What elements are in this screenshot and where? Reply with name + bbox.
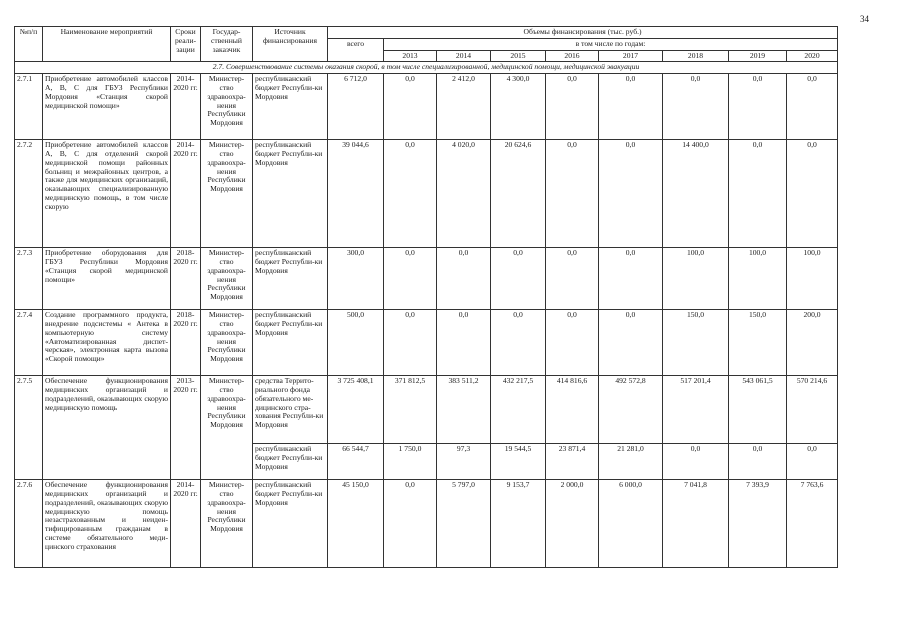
row-source: средства Террито-риального фонда обязательного ме-дицинского стра-хования Республи-ки Мордовия: [253, 376, 328, 444]
row-source: республиканский бюджет Республи-ки Мордовия: [253, 140, 328, 248]
header-source: Источник финансирования: [253, 27, 328, 62]
row-customer: Министер-ство здравоохра-нения Республики Мордовия: [201, 248, 253, 310]
row-total: 45 150,0: [328, 480, 384, 568]
row-value: 414 816,6: [546, 376, 599, 444]
header-year: 2018: [663, 50, 729, 62]
row-customer: Министер-ство здравоохра-нения Республики Мордовия: [201, 376, 253, 480]
row-name: Обеспечение функционирования медицинских организаций и подразделений, оказывающих скорую медицинскую помощь незастрахованным и неиден-тифицированным гражданам в системе обязательного меди-цинского страхования: [43, 480, 171, 568]
row-value: 2 000,0: [546, 480, 599, 568]
row-total: 39 044,6: [328, 140, 384, 248]
row-value: 9 153,7: [491, 480, 546, 568]
row-name: Приобретение оборудования для ГБУЗ Республики Мордовия «Станция скорой медицинской помощи»: [43, 248, 171, 310]
row-value: 4 020,0: [437, 140, 491, 248]
header-year: 2020: [787, 50, 838, 62]
row-value: 2 412,0: [437, 74, 491, 140]
row-terms: 2018-2020 гг.: [171, 310, 201, 376]
row-value: 0,0: [437, 310, 491, 376]
row-value: 100,0: [787, 248, 838, 310]
row-name: Приобретение автомобилей классов А, В, С для отделений скорой медицинской помощи районных больниц и межрайонных центров, а также для медицинских организаций, оказывающих специализированную медицинскую помощь, в том числе скорую: [43, 140, 171, 248]
page-number: 34: [860, 14, 869, 24]
row-name: Приобретение автомобилей классов А, В, С для ГБУЗ Республики Мордовия «Станция скорой медицинской помощи»: [43, 74, 171, 140]
financing-table: [14, 26, 838, 568]
row-value: 0,0: [729, 444, 787, 480]
header-name: Наименование мероприятий: [43, 27, 171, 62]
row-value: 7 393,9: [729, 480, 787, 568]
row-value: 0,0: [787, 74, 838, 140]
header-year: 2016: [546, 50, 599, 62]
row-value: 7 763,6: [787, 480, 838, 568]
row-value: 19 544,5: [491, 444, 546, 480]
row-terms: 2014-2020 гг.: [171, 140, 201, 248]
row-value: 4 300,0: [491, 74, 546, 140]
row-value: 14 400,0: [663, 140, 729, 248]
row-num: 2.7.5: [15, 376, 43, 480]
row-total: 66 544,7: [328, 444, 384, 480]
header-num: №п/п: [15, 27, 43, 62]
row-value: 0,0: [437, 248, 491, 310]
header-year: 2017: [599, 50, 663, 62]
row-num: 2.7.4: [15, 310, 43, 376]
row-value: 570 214,6: [787, 376, 838, 444]
row-customer: Министер-ство здравоохра-нения Республики Мордовия: [201, 480, 253, 568]
row-value: 0,0: [384, 310, 437, 376]
row-value: 0,0: [599, 140, 663, 248]
row-value: 0,0: [787, 444, 838, 480]
row-terms: 2014-2020 гг.: [171, 480, 201, 568]
row-source: республиканский бюджет Республи-ки Мордовия: [253, 74, 328, 140]
row-value: 1 750,0: [384, 444, 437, 480]
row-value: 7 041,8: [663, 480, 729, 568]
row-value: 0,0: [599, 310, 663, 376]
row-value: 0,0: [663, 74, 729, 140]
table-row: [15, 376, 838, 444]
table-row: [15, 248, 838, 310]
row-total: 500,0: [328, 310, 384, 376]
row-value: 0,0: [546, 248, 599, 310]
row-value: 371 812,5: [384, 376, 437, 444]
row-value: 0,0: [546, 140, 599, 248]
table-row: [15, 480, 838, 568]
row-terms: 2013-2020 гг.: [171, 376, 201, 480]
row-value: 492 572,8: [599, 376, 663, 444]
table-row: [15, 310, 838, 376]
row-customer: Министер-ство здравоохра-нения Республики Мордовия: [201, 74, 253, 140]
section-title: 2.7. Совершенствование системы оказания скорой, в том числе специализированной, медицинской помощи, медицинской эвакуации: [15, 62, 838, 74]
row-value: 200,0: [787, 310, 838, 376]
row-value: 0,0: [599, 248, 663, 310]
row-source: республиканский бюджет Республи-ки Мордовия: [253, 310, 328, 376]
row-terms: 2018-2020 гг.: [171, 248, 201, 310]
row-total: 3 725 408,1: [328, 376, 384, 444]
row-customer: Министер-ство здравоохра-нения Республики Мордовия: [201, 140, 253, 248]
row-value: 23 871,4: [546, 444, 599, 480]
row-value: 0,0: [384, 248, 437, 310]
header-terms: Сроки реали-зации: [171, 27, 201, 62]
row-terms: 2014-2020 гг.: [171, 74, 201, 140]
header-customer: Государ-ственный заказчик: [201, 27, 253, 62]
row-value: 0,0: [546, 74, 599, 140]
row-customer: Министер-ство здравоохра-нения Республики Мордовия: [201, 310, 253, 376]
table-row: [15, 140, 838, 248]
row-value: 0,0: [491, 310, 546, 376]
row-value: 543 061,5: [729, 376, 787, 444]
row-value: 100,0: [729, 248, 787, 310]
row-value: 20 624,6: [491, 140, 546, 248]
row-value: 6 000,0: [599, 480, 663, 568]
header-year: 2019: [729, 50, 787, 62]
row-value: 0,0: [384, 480, 437, 568]
row-num: 2.7.3: [15, 248, 43, 310]
header-volumes: Объемы финансирования (тыс. руб.): [328, 27, 838, 39]
header-year: 2013: [384, 50, 437, 62]
row-num: 2.7.2: [15, 140, 43, 248]
header-year: 2014: [437, 50, 491, 62]
row-value: 0,0: [787, 140, 838, 248]
row-value: 0,0: [599, 74, 663, 140]
header-total: всего: [328, 38, 384, 62]
row-value: 0,0: [729, 74, 787, 140]
row-name: Обеспечение функционирования медицинских организаций и подразделений, оказывающих скорую медицинскую помощь: [43, 376, 171, 480]
row-value: 432 217,5: [491, 376, 546, 444]
row-value: 5 797,0: [437, 480, 491, 568]
row-value: 517 201,4: [663, 376, 729, 444]
row-value: 0,0: [729, 140, 787, 248]
header-by-years: в том числе по годам:: [384, 38, 838, 50]
row-value: 150,0: [663, 310, 729, 376]
row-value: 100,0: [663, 248, 729, 310]
row-source: республиканский бюджет Республи-ки Мордовия: [253, 248, 328, 310]
row-value: 383 511,2: [437, 376, 491, 444]
row-total: 6 712,0: [328, 74, 384, 140]
row-total: 300,0: [328, 248, 384, 310]
row-value: 0,0: [384, 74, 437, 140]
row-value: 0,0: [546, 310, 599, 376]
row-value: 150,0: [729, 310, 787, 376]
row-num: 2.7.1: [15, 74, 43, 140]
row-source: республиканский бюджет Республи-ки Мордовия: [253, 444, 328, 480]
row-source: республиканский бюджет Республи-ки Мордовия: [253, 480, 328, 568]
row-value: 97,3: [437, 444, 491, 480]
row-num: 2.7.6: [15, 480, 43, 568]
row-value: 0,0: [491, 248, 546, 310]
table-row: [15, 74, 838, 140]
row-value: 0,0: [663, 444, 729, 480]
header-year: 2015: [491, 50, 546, 62]
row-value: 0,0: [384, 140, 437, 248]
row-name: Создание программного продукта, внедрение подсистемы « Антека в компьютерную систему «Автоматизированная диспет-черская», электронная карта вызова «Скорой помощи»: [43, 310, 171, 376]
row-value: 21 281,0: [599, 444, 663, 480]
